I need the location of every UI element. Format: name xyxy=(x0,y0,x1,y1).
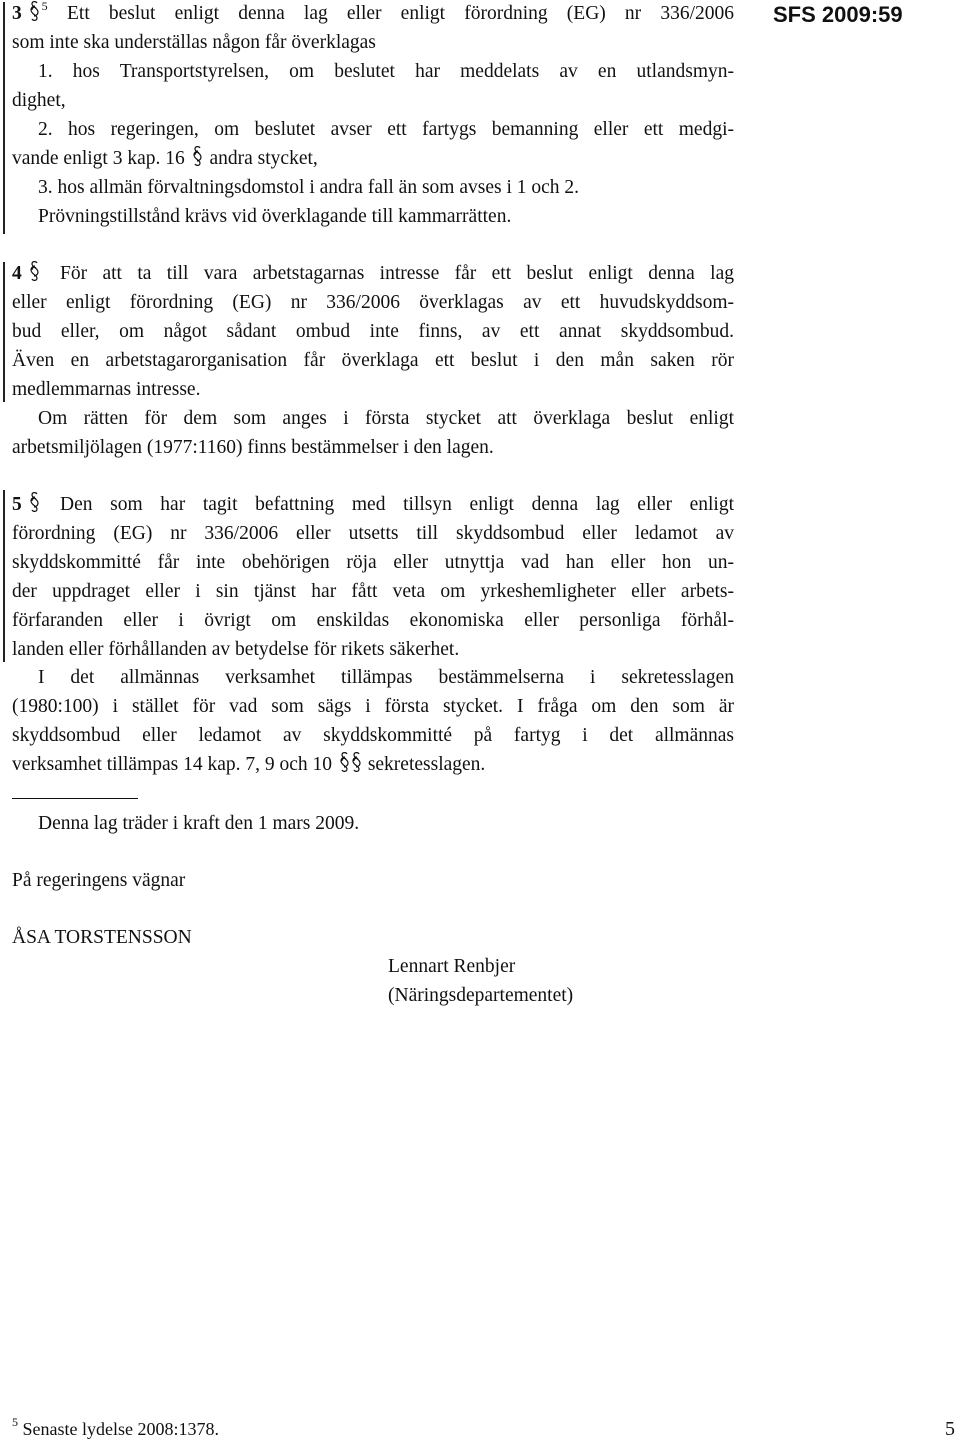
paragraph-number: 5 xyxy=(12,494,22,515)
footnote-ref: 5 xyxy=(41,0,48,13)
paragraph-number: 4 xyxy=(12,263,22,284)
text-line: förordning (EG) nr 336/2006 eller utsetts till skyddsombud eller ledamot av xyxy=(12,523,734,544)
minister-name: ÅSA TORSTENSSON xyxy=(12,927,192,948)
text-line: 3. hos allmän förvaltningsdomstol i andra fall än som avses i 1 och 2. xyxy=(38,177,580,198)
text-line: Den som har tagit befattning med tillsyn enligt denna lag eller enligt xyxy=(60,494,734,515)
text-line: Även en arbetstagarorganisation får överklaga ett beslut i den mån saken rör xyxy=(12,350,734,371)
department-name: (Näringsdepartementet) xyxy=(388,985,574,1006)
text-line: eller enligt förordning (EG) nr 336/2006 överklagas av ett huvudskyddsom- xyxy=(12,292,734,313)
document-id: SFS 2009:59 xyxy=(773,2,903,27)
text-line: skyddsombud eller ledamot av skyddskommitté på fartyg i det allmännas xyxy=(12,725,734,746)
text-line: der uppdraget eller i sin tjänst har fått veta om yrkeshemligheter eller arbets- xyxy=(12,581,734,602)
text-line: skyddskommitté får inte obehörigen röja eller utnyttja vad han eller hon un- xyxy=(12,552,734,573)
text-line: 2. hos regeringen, om beslutet avser ett fartygs bemanning eller ett medgi- xyxy=(38,119,734,140)
section-sign-icon xyxy=(27,260,42,282)
footnote-text: Senaste lydelse 2008:1378. xyxy=(22,1419,219,1439)
paragraph-number: 3 xyxy=(12,3,22,24)
footnote-mark: 5 xyxy=(12,1415,18,1429)
text-line: förfaranden eller i övrigt om enskildas ekonomiska eller personliga förhål- xyxy=(12,610,734,631)
text-line: vande enligt 3 kap. 16 andra stycket, xyxy=(12,145,318,173)
separator-rule xyxy=(12,798,138,799)
section-sign-icon xyxy=(190,145,205,167)
section-signs-icon xyxy=(337,751,363,773)
text-line: medlemmarnas intresse. xyxy=(12,379,201,400)
text-line: 1. hos Transportstyrelsen, om beslutet har meddelats av en utlandsmyn- xyxy=(38,61,734,82)
section-sign-icon xyxy=(27,491,42,513)
text-line: som inte ska underställas någon får överklagas xyxy=(12,32,376,53)
text-line: Prövningstillstånd krävs vid överklagande till kammarrätten. xyxy=(38,206,512,227)
text-line: Ett beslut enligt denna lag eller enligt förordning (EG) nr 336/2006 xyxy=(67,3,734,24)
entry-into-force: Denna lag träder i kraft den 1 mars 2009. xyxy=(38,813,360,834)
paragraph-heading xyxy=(12,491,42,519)
official-name: Lennart Renbjer xyxy=(388,956,516,977)
text-line: I det allmännas verksamhet tillämpas bestämmelserna i sekretesslagen xyxy=(38,667,734,688)
page-number: 5 xyxy=(945,1418,955,1440)
text-line: arbetsmiljölagen (1977:1160) finns bestämmelser i den lagen. xyxy=(12,437,494,458)
text-line: dighet, xyxy=(12,90,66,111)
text-line: landen eller förhållanden av betydelse för rikets säkerhet. xyxy=(12,639,460,660)
change-bar-para4 xyxy=(3,262,5,402)
text-line: bud eller, om något sådant ombud inte finns, av ett annat skyddsombud. xyxy=(12,321,734,342)
text-line: (1980:100) i stället för vad som sägs i första stycket. I fråga om den som är xyxy=(12,696,734,717)
on-behalf-line: På regeringens vägnar xyxy=(12,870,186,891)
section-sign-icon xyxy=(27,0,42,22)
footnote xyxy=(12,1415,219,1443)
text-line: För att ta till vara arbetstagarnas intresse får ett beslut enligt denna lag xyxy=(60,263,734,284)
text-line: Om rätten för dem som anges i första stycket att överklaga beslut enligt xyxy=(38,408,734,429)
change-bar-para5 xyxy=(3,490,5,662)
paragraph-heading xyxy=(12,260,42,288)
text-line: verksamhet tillämpas 14 kap. 7, 9 och 10 sekretesslagen. xyxy=(12,751,485,779)
paragraph-heading xyxy=(12,0,48,28)
change-bar-para3 xyxy=(3,2,5,234)
